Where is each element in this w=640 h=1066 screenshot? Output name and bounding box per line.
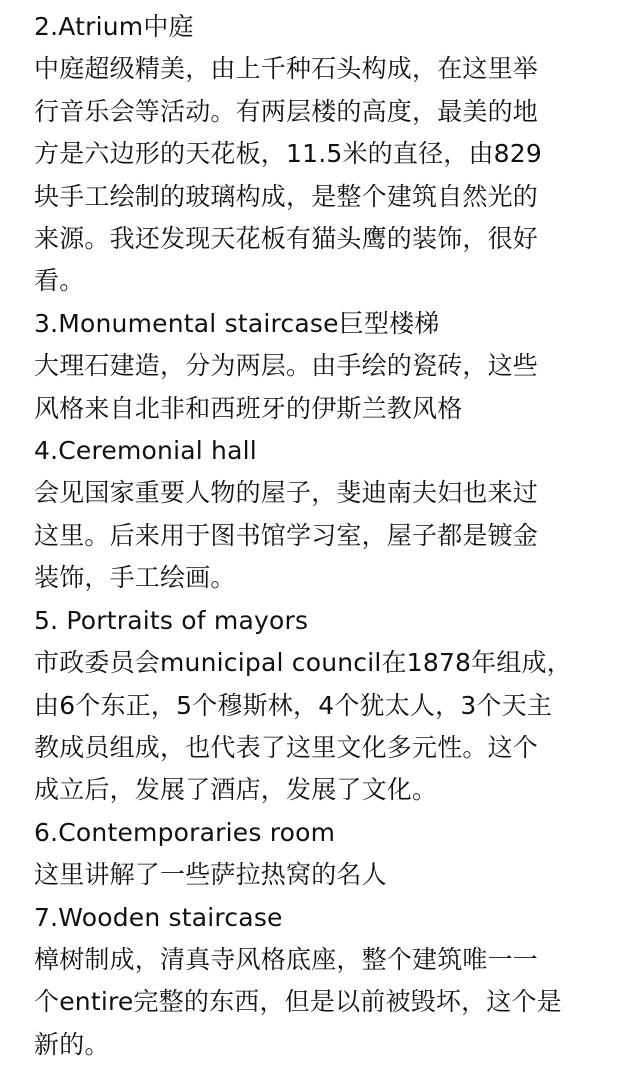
section-body: 会见国家重要人物的屋子，斐迪南夫妇也来过 这里。后来用于图书馆学习室，屋子都是镀金 装饰，手工绘画。 bbox=[34, 478, 539, 593]
section-body: 这里讲解了一些萨拉热窝的名人 bbox=[34, 860, 387, 890]
section-title: 2.Atrium中庭 bbox=[34, 12, 194, 41]
section-atrium bbox=[34, 6, 620, 303]
section-title: 7.Wooden staircase bbox=[34, 902, 283, 932]
section-wooden-staircase bbox=[34, 897, 620, 1066]
section-title: 5. Portraits of mayors bbox=[34, 605, 309, 635]
section-title: 6.Contemporaries room bbox=[34, 817, 336, 847]
section-ceremonial-hall bbox=[34, 430, 620, 600]
section-title: 3.Monumental staircase巨型楼梯 bbox=[34, 308, 440, 338]
section-body: 大理石建造，分为两层。由手绘的瓷砖，这些 风格来自北非和西班牙的伊斯兰教风格 bbox=[34, 351, 539, 423]
section-body: 市政委员会municipal council在1878年组成， 由6个东正，5个穆斯林，4个犹太人，3个天主 教成员组成，也代表了这里文化多元性。这个 成立后，发展了酒店，发展了文化。 bbox=[34, 648, 572, 805]
section-contemporaries-room bbox=[34, 812, 620, 897]
section-portraits-of-mayors bbox=[34, 600, 620, 812]
section-body: 樟树制成，清真寺风格底座，整个建筑唯一一 个entire完整的东西，但是以前被毁坏，这个是 新的。 bbox=[34, 944, 562, 1059]
section-title: 4.Ceremonial hall bbox=[34, 436, 257, 466]
section-body: 中庭超级精美，由上千种石头构成，在这里举 行音乐会等活动。有两层楼的高度，最美的地 方是六边形的天花板，11.5米的直径，由829 块手工绘制的玻璃构成，是整个建筑自然光的 来源。我还发现天花板有猫头鹰的装饰，很好 看。 bbox=[34, 54, 542, 296]
section-monumental-staircase bbox=[34, 303, 620, 430]
